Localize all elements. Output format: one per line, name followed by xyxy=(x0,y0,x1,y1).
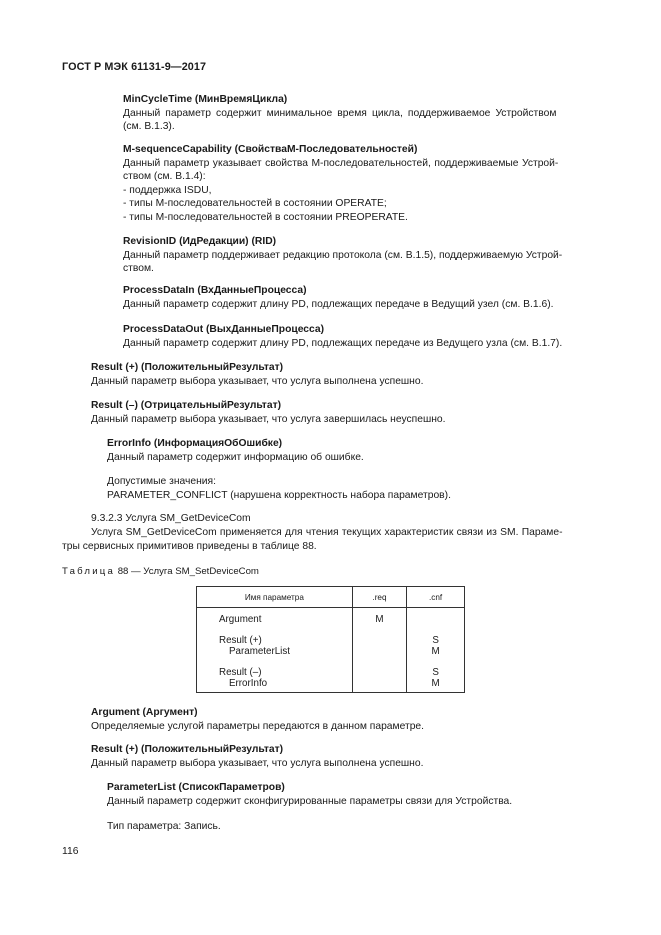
param-name: Result (+) (ПоложительныйРезультат) xyxy=(91,744,284,755)
argument-block xyxy=(91,706,599,733)
cell-cnf: M xyxy=(407,678,465,689)
allowed-label: Допустимые значения: xyxy=(107,476,216,487)
cell-cnf: M xyxy=(407,646,465,657)
header-req: .req xyxy=(352,587,406,608)
param-name: ParameterList (СписокПараметров) xyxy=(107,782,285,793)
document-header: ГОСТ Р МЭК 61131-9—2017 xyxy=(62,61,207,73)
param-line: ством (см. В.1.4): xyxy=(123,171,206,183)
param-name: Result (–) (ОтрицательныйРезультат) xyxy=(91,400,282,411)
param-text: Данный параметр содержит сконфигурированные параметры связи для Устройства. xyxy=(107,795,513,807)
param-line: Данный параметр содержит длину PD, подлежащих передаче в Ведущий узел (см. В.1.6). xyxy=(123,298,554,310)
allowed-values xyxy=(107,475,599,502)
cell-cnf xyxy=(407,614,465,625)
cell-name: Result (+) xyxy=(197,635,353,646)
param-name: ErrorInfo (ИнформацияОбОшибке) xyxy=(107,438,283,449)
param-name: ProcessDataOut (ВыхДанныеПроцесса) xyxy=(123,324,325,335)
cell-req xyxy=(352,667,406,678)
param-revisionid xyxy=(123,235,599,276)
param-line: - типы М-последовательностей в состоянии PREOPERATE. xyxy=(123,211,408,223)
parameterlist-block xyxy=(107,781,599,808)
section-line-1: Услуга SM_GetDeviceCom применяется для чтения текущих характеристик связи из SM. Параме- xyxy=(91,527,563,538)
result-positive-2 xyxy=(91,743,599,770)
param-mincycletime xyxy=(123,93,599,134)
param-line: Данный параметр содержит минимальное время цикла, поддерживаемое Устройством xyxy=(123,107,557,119)
param-line: - типы М-последовательностей в состоянии OPERATE; xyxy=(123,198,387,210)
cell-name: ErrorInfo xyxy=(229,677,268,689)
param-text: Данный параметр выбора указывает, что услуга завершилась неуспешно. xyxy=(91,413,446,425)
param-name: MinCycleTime (МинВремяЦикла) xyxy=(123,94,288,105)
table-row xyxy=(197,635,465,646)
page-number: 116 xyxy=(62,846,79,857)
cell-name: ParameterList xyxy=(229,645,290,657)
cell-req xyxy=(352,646,406,657)
table-row xyxy=(197,678,465,689)
cell-req xyxy=(352,678,406,689)
param-line: Данный параметр содержит длину PD, подлежащих передаче из Ведущего узла (см. В.1.7). xyxy=(123,337,563,349)
param-line: Данный параметр указывает свойства М-последовательностей, поддерживаемые Устрой- xyxy=(123,157,559,169)
param-processdatain xyxy=(123,284,599,311)
table-row xyxy=(197,614,465,625)
param-name: M-sequenceCapability (СвойстваМ-Последовательностей) xyxy=(123,144,418,155)
cell-name: Argument xyxy=(197,614,353,625)
cell-name: Result (–) xyxy=(197,667,353,678)
table-row xyxy=(197,646,465,657)
param-line: ством. xyxy=(123,263,154,275)
param-msequencecapability xyxy=(123,143,599,225)
section-line-2: тры сервисных примитивов приведены в таблице 88. xyxy=(62,541,317,552)
param-text: Данный параметр выбора указывает, что услуга выполнена успешно. xyxy=(91,375,424,387)
cell-req xyxy=(352,635,406,646)
param-line: (см. В.1.3). xyxy=(123,121,175,133)
caption-prefix: Таблица xyxy=(62,566,116,577)
table-row xyxy=(197,667,465,678)
cell-cnf: S xyxy=(407,635,465,646)
caption-text: 88 — Услуга SM_SetDeviceCom xyxy=(117,566,259,577)
param-text: Данный параметр содержит информацию об ошибке. xyxy=(107,451,364,463)
param-processdataout xyxy=(123,323,599,350)
table-caption xyxy=(62,565,259,579)
parameters-table xyxy=(196,586,465,693)
header-cnf: .cnf xyxy=(407,587,465,608)
table-header-row xyxy=(197,587,465,608)
param-line: Данный параметр поддерживает редакцию протокола (см. В.1.5), поддерживаемую Устрой- xyxy=(123,249,563,261)
cell-cnf: S xyxy=(407,667,465,678)
param-name: Result (+) (ПоложительныйРезультат) xyxy=(91,362,284,373)
parameter-type: Тип параметра: Запись. xyxy=(107,821,221,832)
param-text: Данный параметр выбора указывает, что услуга выполнена успешно. xyxy=(91,757,424,769)
param-text: Определяемые услугой параметры передаются в данном параметре. xyxy=(91,720,425,732)
result-negative xyxy=(91,399,599,426)
section-heading: 9.3.2.3 Услуга SM_GetDeviceCom xyxy=(91,513,251,524)
param-name: Argument (Аргумент) xyxy=(91,707,198,718)
param-name: RevisionID (ИдРедакции) (RID) xyxy=(123,236,277,247)
errorinfo-block xyxy=(107,437,599,464)
result-positive xyxy=(91,361,599,388)
param-line: - поддержка ISDU, xyxy=(123,184,212,196)
param-name: ProcessDataIn (ВхДанныеПроцесса) xyxy=(123,285,307,296)
cell-req: M xyxy=(352,614,406,625)
header-param-name: Имя параметра xyxy=(197,587,353,608)
allowed-value: PARAMETER_CONFLICT (нарушена корректность набора параметров). xyxy=(107,489,451,501)
